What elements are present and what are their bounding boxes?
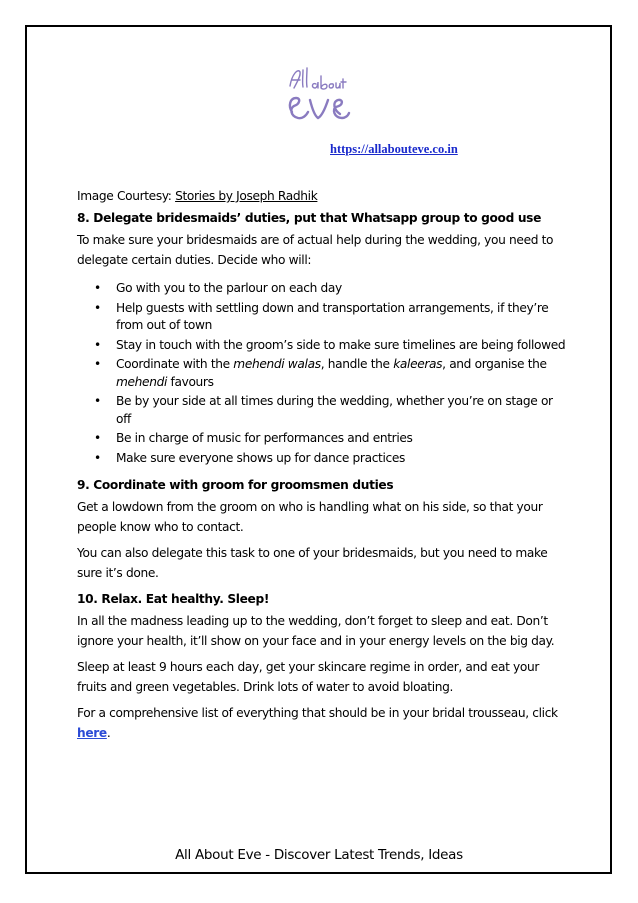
list-item-text: Stay in touch with the groom’s side to make sure timelines are being followed <box>116 337 566 352</box>
section-9-heading: 9. Coordinate with groom for groomsmen duties <box>77 478 394 492</box>
section-10-para-3 <box>77 703 567 743</box>
list-item-text: Go with you to the parlour on each day <box>116 281 342 295</box>
list-item <box>77 356 567 391</box>
section-9-para-2: You can also delegate this task to one of your bridesmaids, but you need to make sure it’s done. <box>77 546 548 580</box>
section-10-para-1: In all the madness leading up to the wedding, don’t forget to sleep and eat. Don’t ignore your health, it’ll show on your face and in your energy levels on the big day. <box>77 614 555 648</box>
list-item <box>77 280 567 298</box>
list-item-text: Help guests with settling down and transportation arrangements, if they’re from out of town <box>116 300 549 332</box>
list-item-text-part: favours <box>167 374 214 389</box>
bullet-icon: • <box>94 450 101 465</box>
section-8-intro: To make sure your bridesmaids are of actual help during the wedding, you need to delegate certain duties. Decide who will: <box>77 233 554 267</box>
duties-list <box>77 280 567 467</box>
list-item <box>77 450 567 468</box>
bullet-icon: • <box>94 357 101 371</box>
list-item-italic: mehendi <box>116 374 167 389</box>
list-item-italic: mehendi walas <box>233 357 321 371</box>
bullet-icon: • <box>94 431 101 445</box>
image-courtesy <box>77 186 567 206</box>
list-item-italic: kaleeras <box>393 357 443 371</box>
list-item-text: Make sure everyone shows up for dance practices <box>116 450 406 465</box>
page-footer: All About Eve - Discover Latest Trends, Ideas <box>175 847 463 863</box>
section-9-para-1: Get a lowdown from the groom on who is handling what on his side, so that your people know who to contact. <box>77 500 543 534</box>
here-link[interactable]: here <box>77 726 107 740</box>
section-10-para-3-text: For a comprehensive list of everything that should be in your bridal trousseau, click <box>77 706 558 720</box>
list-item <box>77 300 567 335</box>
image-courtesy-label: Image Courtesy: <box>77 189 176 203</box>
list-item <box>77 430 567 448</box>
section-8-heading: 8. Delegate bridesmaids’ duties, put that Whatsapp group to good use <box>77 211 541 225</box>
section-10-para-2: Sleep at least 9 hours each day, get your skincare regime in order, and eat your fruits and green vegetables. Drink lots of water to avoid bloating. <box>77 660 540 694</box>
list-item-text-part: , handle the <box>320 357 394 371</box>
list-item <box>77 337 567 355</box>
bullet-icon: • <box>94 394 101 408</box>
list-item-text: Be in charge of music for performances and entries <box>116 431 413 445</box>
list-item-text-part: Coordinate with the <box>116 357 234 371</box>
list-item <box>77 393 567 428</box>
list-item-text-part: , and organise the <box>442 357 547 371</box>
section-10-para-3-suffix: . <box>106 726 111 740</box>
image-courtesy-link[interactable]: Stories by Joseph Radhik <box>175 189 318 203</box>
bullet-icon: • <box>94 300 101 315</box>
all-about-eve-logo <box>282 60 354 132</box>
section-10-heading: 10. Relax. Eat healthy. Sleep! <box>77 592 270 606</box>
bullet-icon: • <box>94 281 101 295</box>
site-url-link[interactable]: https://allabouteve.co.in <box>330 142 458 156</box>
bullet-icon: • <box>94 337 101 352</box>
list-item-text: Be by your side at all times during the wedding, whether you’re on stage or off <box>116 394 553 426</box>
article-content <box>77 186 567 749</box>
